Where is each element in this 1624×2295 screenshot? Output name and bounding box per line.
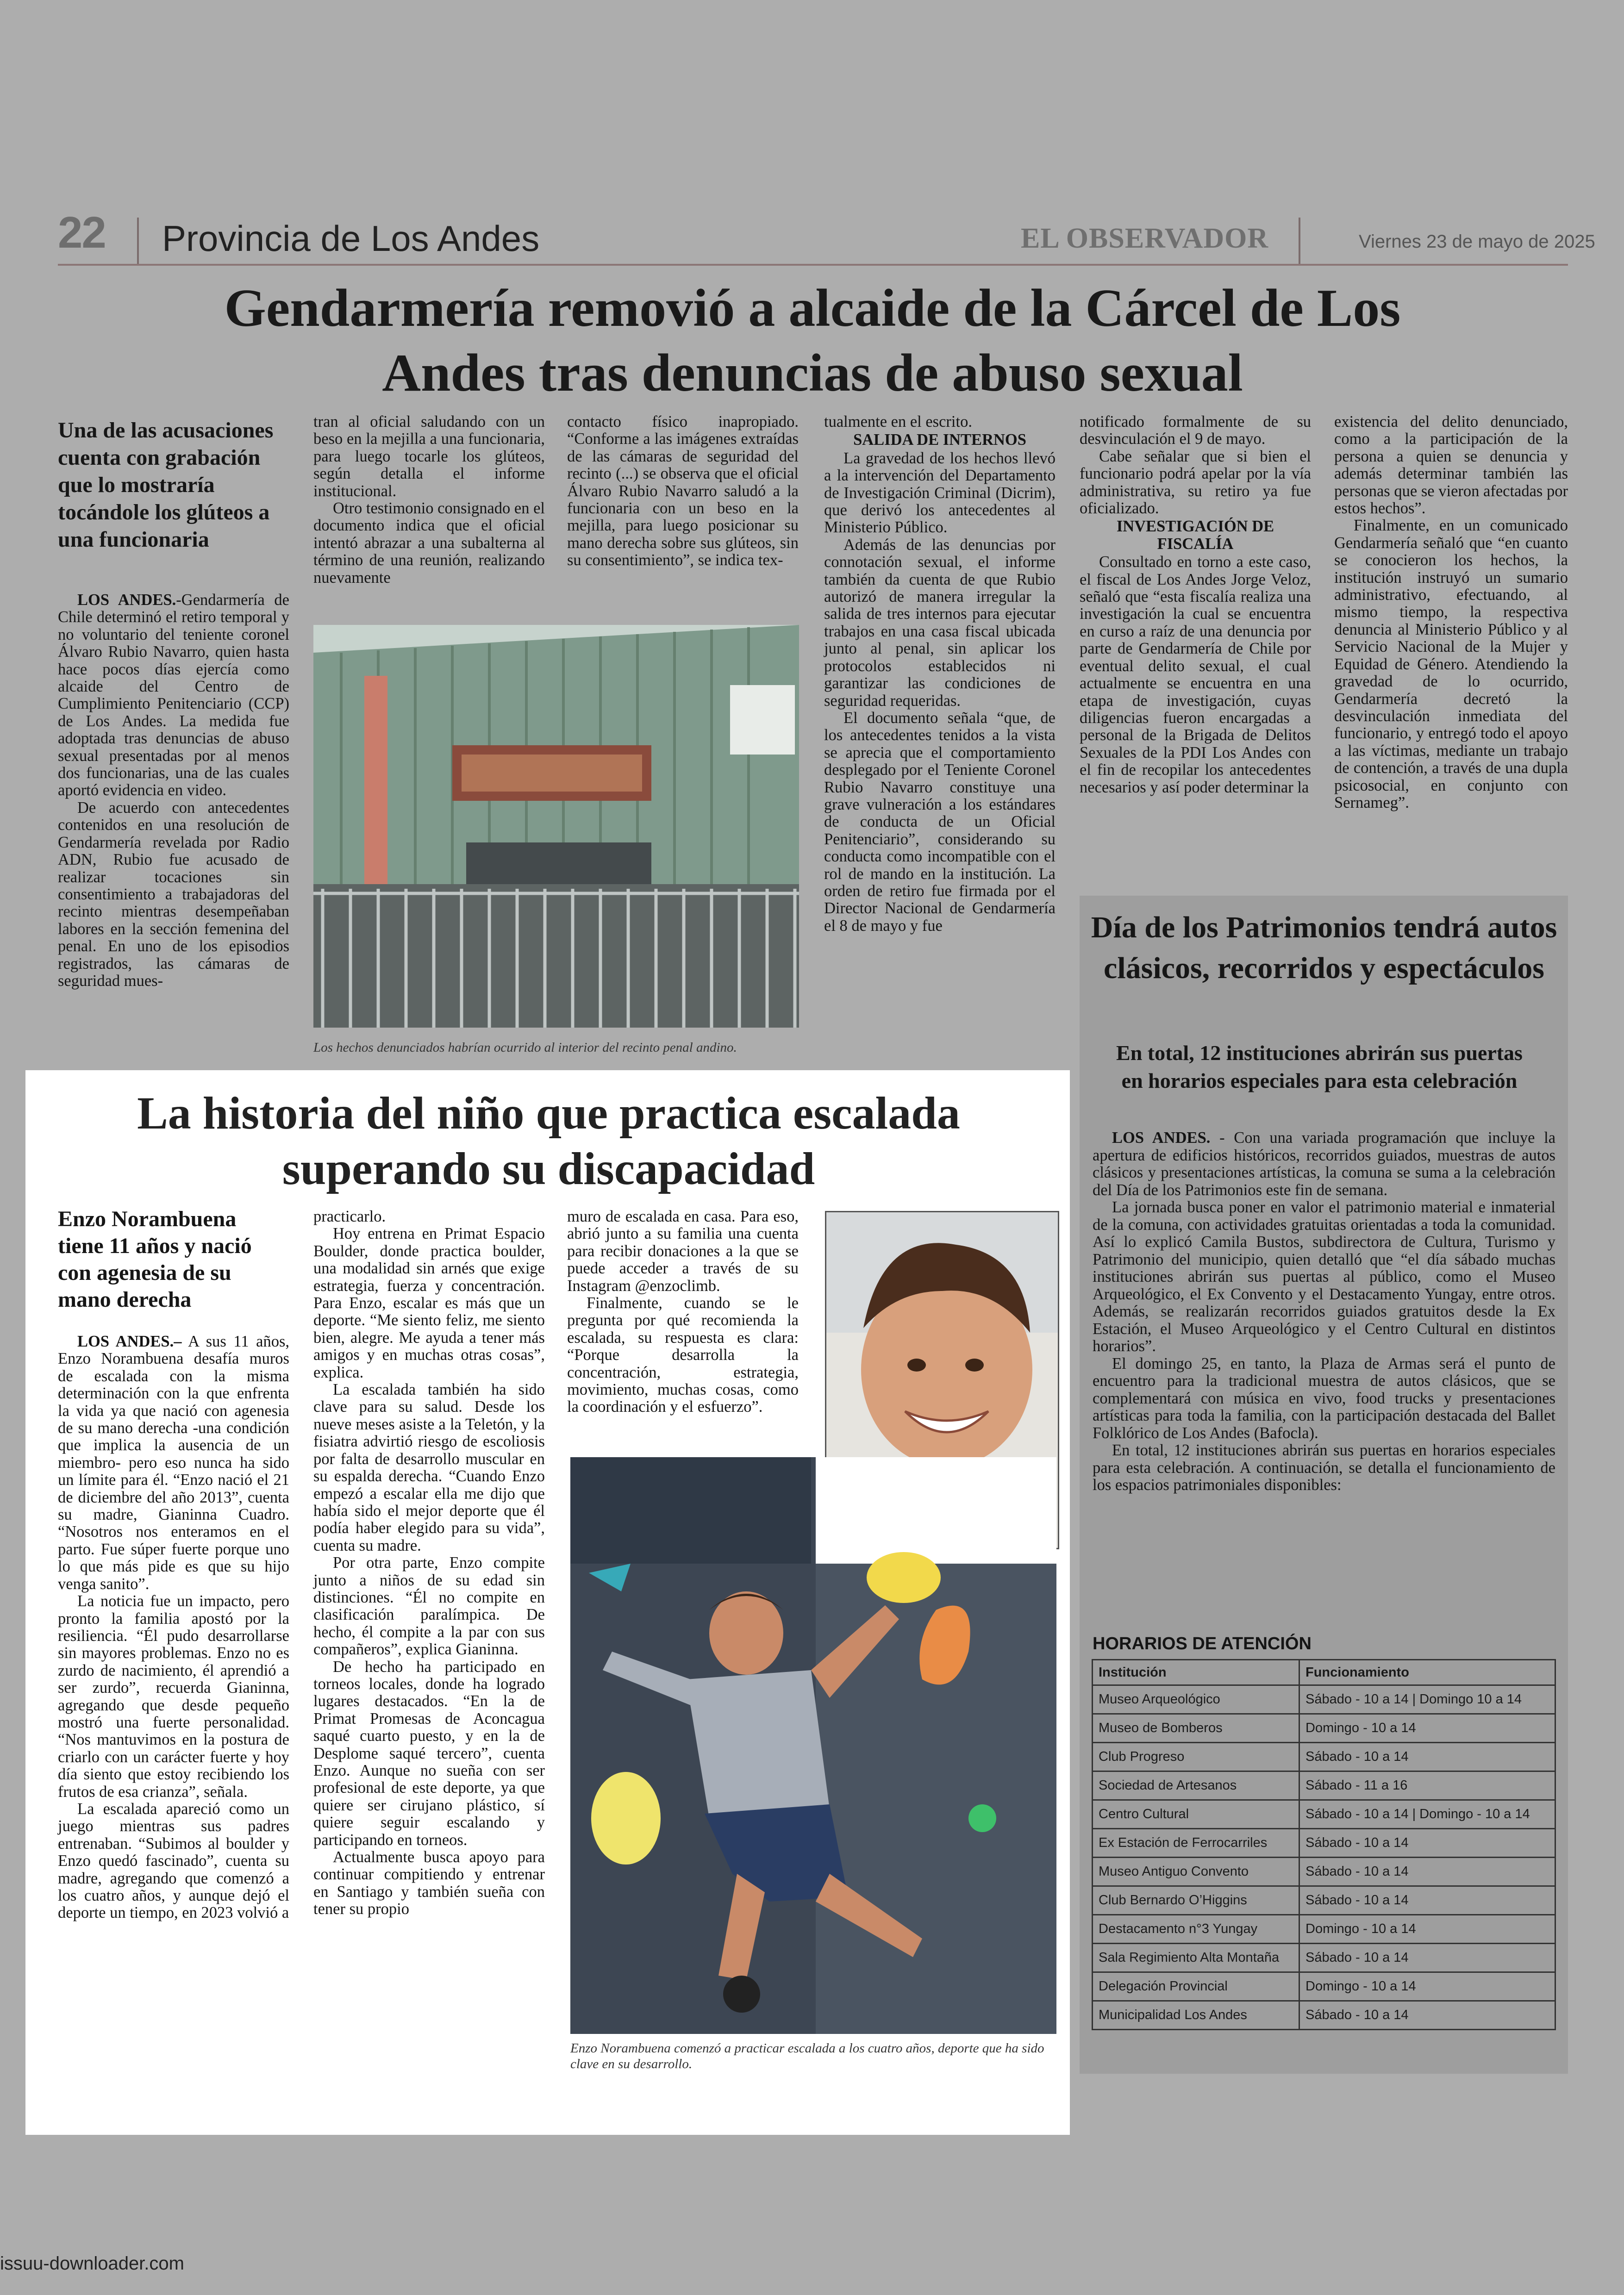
paragraph: - Con una variada programación que incluye la apertura de edificios históricos, recorridos guiados, muestras de autos clásicos y presentaciones artísticas, la comuna se suma a la celebración del Día de los Patrimonios este fin de semana. (1093, 1129, 1556, 1199)
header-divider (1299, 218, 1300, 264)
main-headline: Gendarmería removió a alcaide de la Cárcel de Los Andes tras denuncias de abuso sexual (224, 279, 1401, 403)
patrimonios-deck: En total, 12 instituciones abrirán sus puertas en horarios especiales para esta celebración (1116, 1041, 1523, 1092)
table-row (1093, 1771, 1555, 1800)
hours-cell: Domingo - 10 a 14 (1299, 1972, 1555, 2001)
main-deck: Una de las acusaciones cuenta con grabación que lo mostraría tocándole los glúteos a una funcionaria (58, 418, 274, 552)
hours-cell: Sábado - 10 a 14 | Domingo 10 a 14 (1299, 1685, 1555, 1714)
paragraph: -Gendarmería de Chile determinó el retiro temporal y no voluntario del teniente coronel Álvaro Rubio Navarro, quien hasta hace pocos días ejercía como alcaide del Centro de Cumplimiento Penitenciario (CCP) de Los Andes. La medida fue adoptada tras denuncias de abuso sexual presentadas por al menos dos funcionarias, una de las cuales aportó evidencia en video. (58, 591, 289, 799)
newspaper-name: EL OBSERVADOR (1021, 223, 1269, 254)
paragraph: De hecho ha participado en torneos locales, donde ha logrado lugares destacados. “En la de Primat Promesas de Aconcagua saqué cuarto puesto, y en la de Desplome saqué tercero”, cuenta Enzo. Aunque no sueña con ser profesional de este deporte, ya que quiere ser cirujano plástico, sí quiere seguir escalando y participando en torneos. (313, 1658, 545, 1849)
hours-cell: Sábado - 10 a 14 (1299, 1829, 1555, 1858)
hours-cell: Domingo - 10 a 14 (1299, 1915, 1555, 1944)
table-row (1093, 1685, 1555, 1714)
paragraph: En total, 12 instituciones abrirán sus puertas en horarios especiales para esta celebración. A continuación, se detalla el funcionamiento de los espacios patrimoniales disponibles: (1093, 1441, 1555, 1494)
institution-cell: Museo Arqueológico (1093, 1685, 1299, 1714)
hours-table (1092, 1659, 1556, 2030)
paragraph: La escalada también ha sido clave para su salud. Desde los nueve meses asiste a la Teletón, y la fisiatra advirtió riesgo de escoliosis por falta de desarrollo muscular en su espalda derecha. “Cuando Enzo empezó a escalar ella me dijo que había sido el mejor deporte que él podía haber elegido para su vida”, cuenta su madre. (313, 1381, 545, 1554)
institution-cell: Centro Cultural (1093, 1800, 1299, 1829)
institution-cell: Sociedad de Artesanos (1093, 1771, 1299, 1800)
paragraph: Finalmente, cuando se le pregunta por qué recomienda la escalada, su respuesta es clara: “Porque desarrolla la concentración, estrategia, movimiento, muchas cosas, como la coordinación y el esfuerzo”. (567, 1294, 799, 1416)
main-column-4 (824, 413, 1056, 935)
subheading: INVESTIGACIÓN DE FISCALÍA (1116, 518, 1274, 553)
main-column-3 (567, 413, 799, 569)
paragraph: practicarlo. (313, 1208, 386, 1225)
paragraph: De acuerdo con antecedentes contenidos en una resolución de Gendarmería revelada por Radio ADN, Rubio fue acusado de realizar tocaciones sin consentimiento a trabajadoras del recinto mientras desempeñaban labores en la sección femenina del penal. En uno de los episodios registrados, las cámaras de seguridad mues- (58, 798, 289, 990)
patrimonios-headline: Día de los Patrimonios tendrá autos clásicos, recorridos y espectáculos (1091, 911, 1557, 985)
header-divider (137, 218, 139, 264)
dateline: LOS ANDES. (77, 591, 176, 609)
institution-cell: Delegación Provincial (1093, 1972, 1299, 2001)
column-header: Funcionamiento (1299, 1660, 1555, 1685)
table-row (1093, 1743, 1555, 1771)
paragraph: Finalmente, en un comunicado Gendarmería señaló que “en cuanto se conocieron los hechos, la institución instruyó un sumario administrativo, efectuando, al mismo tiempo, la respectiva denuncia al Ministerio Público y al Servicio Nacional de la Mujer y Equidad de Género. Atendiendo la gravedad de lo ocurrido, Gendarmería decretó la desvinculación inmediata del funcionario, y entregó todo el apoyo a las víctimas, mediante un trabajo de contención, a través de una dupla psicosocial, en conjunto con Sernameg”. (1334, 517, 1568, 811)
hours-table-title: HORARIOS DE ATENCIÓN (1093, 1634, 1312, 1653)
institution-cell: Club Progreso (1093, 1743, 1299, 1771)
main-column-6 (1334, 413, 1568, 811)
paragraph: Por otra parte, Enzo compite junto a niños de su edad sin distinciones. “Él no compite en clasificación paralímpica. De hecho, él compite a la par con sus compañeros”, explica Gianinna. (313, 1554, 545, 1659)
paragraph: La gravedad de los hechos llevó a la intervención del Departamento de Investigación Criminal (Dicrim), que derivó los antecedentes al Ministerio Público. (824, 449, 1056, 536)
paragraph: Actualmente busca apoyo para continuar compitiendo y entrenar en Santiago y también sueña con tener su propio (313, 1848, 545, 1918)
table-row (1093, 1915, 1555, 1944)
table-row (1093, 1858, 1555, 1886)
climbing-headline: La historia del niño que practica escalada superando su discapacidad (137, 1087, 960, 1194)
institution-cell: Museo Antiguo Convento (1093, 1858, 1299, 1886)
paragraph: Además de las denuncias por connotación sexual, el informe también da cuenta de que Rubio autorizó de manera irregular la salida de tres internos para ejecutar trabajos en una casa fiscal ubicada junto al penal, sin aplicar los protocolos establecidos ni garantizar las condiciones de seguridad requeridas. (824, 536, 1056, 710)
subheading: SALIDA DE INTERNOS (853, 431, 1026, 449)
publication-date: Viernes 23 de mayo de 2025 (1359, 231, 1595, 252)
photo-caption: Los hechos denunciados habrían ocurrido al interior del recinto penal andino. (313, 1040, 737, 1055)
hours-cell: Domingo - 10 a 14 (1299, 1714, 1555, 1743)
hours-cell: Sábado - 10 a 14 | Domingo - 10 a 14 (1299, 1800, 1555, 1829)
paragraph: Cabe señalar que si bien el funcionario podrá apelar por la vía administrativa, su retiro ya fue oficializado. (1080, 447, 1311, 518)
dateline: LOS ANDES.– (77, 1333, 182, 1350)
main-column-2 (313, 413, 545, 586)
institution-cell: Ex Estación de Ferrocarriles (1093, 1829, 1299, 1858)
table-row (1093, 1829, 1555, 1858)
hours-cell: Sábado - 10 a 14 (1299, 2001, 1555, 2030)
table-row (1093, 1886, 1555, 1915)
paragraph: El documento señala “que, de los antecedentes tenidos a la vista se aprecia que el comportamiento desplegado por el Teniente Coronel Rubio Navarro constituye una grave vulneración a los estándares de conducta de un Oficial Penitenciario”, considerando su conducta como incompatible con el rol de mando en la institución. La orden de retiro fue firmada por el Director Nacional de Gendarmería el 8 de mayo y fue (824, 709, 1056, 935)
institution-cell: Museo de Bomberos (1093, 1714, 1299, 1743)
table-row (1093, 1972, 1555, 2001)
paragraph: existencia del delito denunciado, como a la participación de la persona a quien se denuncia y además determinar también las personas que se vieron afectadas por estos hechos”. (1334, 413, 1568, 518)
patrimonios-body (1093, 1129, 1555, 1494)
paragraph: tualmente en el escrito. (824, 413, 972, 430)
main-column-5 (1080, 413, 1311, 796)
paragraph: La escalada apareció como un juego mientras sus padres entrenaban. “Subimos al boulder y Enzo quedó fascinado”, cuenta su madre, agregando que comenzó a los cuatro años, y aunque dejó el deporte un tiempo, en 2023 volvió a (58, 1800, 289, 1922)
paragraph: tran al oficial saludando con un beso en la mejilla a una funcionaria, para luego tocarle los glúteos, según detalla el informe institucional. (313, 413, 545, 500)
paragraph: contacto físico inapropiado. “Conforme a las imágenes extraídas de las cámaras de seguridad del recinto (...) se observa que el oficial Álvaro Rubio Navarro saludó a la funcionaria con un beso en la mejilla, para luego posicionar su mano derecha sobre sus glúteos, sin su consentimiento”, se indica tex- (567, 413, 799, 569)
column-header: Institución (1093, 1660, 1299, 1685)
table-row (1093, 1944, 1555, 1972)
hours-cell: Sábado - 10 a 14 (1299, 1858, 1555, 1886)
header-rule (58, 264, 1568, 266)
paragraph: muro de escalada en casa. Para eso, abrió junto a su familia una cuenta para recibir donaciones a la que se puede acceder a través de su Instagram @enzoclimb. (567, 1208, 799, 1295)
prison-building-photo (313, 625, 799, 1028)
photo-caption: Enzo Norambuena comenzó a practicar escalada a los cuatro años, deporte que ha sido clave en su desarrollo. (570, 2041, 1044, 2071)
paragraph: Otro testimonio consignado en el documento indica que el oficial intentó abrazar a una subalterna al término de una reunión, realizando nuevamente (313, 499, 545, 586)
climbing-column-1 (58, 1333, 289, 1922)
institution-cell: Municipalidad Los Andes (1093, 2001, 1299, 2030)
climbing-column-3 (567, 1208, 799, 1416)
watermark-link[interactable]: issuu-downloader.com (0, 2253, 184, 2274)
main-column-1 (58, 592, 289, 990)
paragraph: A sus 11 años, Enzo Norambuena desafía muros de escalada con la misma determinación con la que enfrenta la vida ya que nació con agenesia de su mano derecha -una condición que implica la ausencia de un miembro- pero eso nunca ha sido un límite para él. “Enzo nació el 21 de diciembre del año 2013”, cuenta su madre, Gianinna Cuadro. “Nosotros nos enteramos en el parto. Fue súper fuerte porque uno lo que más pide es que su hijo venga sanito”. (58, 1333, 289, 1593)
climbing-column-2 (313, 1208, 545, 1918)
table-row (1093, 1800, 1555, 1829)
climbing-deck: Enzo Norambuena tiene 11 años y nació con agenesia de su mano derecha (58, 1207, 252, 1312)
paragraph: El domingo 25, en tanto, la Plaza de Armas será el punto de encuentro para la tradicional muestra de autos clásicos, que se complementará con música en vivo, food trucks y presentaciones artísticas para toda la familia, con la participación destacada del Ballet Folklórico de Los Andes (Bafocla). (1093, 1354, 1555, 1442)
dateline: LOS ANDES. (1112, 1129, 1211, 1147)
hours-cell: Sábado - 11 a 16 (1299, 1771, 1555, 1800)
page-number: 22 (58, 208, 106, 257)
paragraph: Hoy entrena en Primat Espacio Boulder, donde practica boulder, una modalidad sin arnés que exige estrategia, fuerza y concentración. Para Enzo, escalar es más que un deporte. “Me siento feliz, me siento bien, alegre. Me ayuda a tener más amigos y en muchas otras cosas”, explica. (313, 1225, 545, 1381)
table-header-row (1093, 1660, 1555, 1685)
institution-cell: Sala Regimiento Alta Montaña (1093, 1944, 1299, 1972)
paragraph: Consultado en torno a este caso, el fiscal de Los Andes Jorge Veloz, señaló que “esta fiscalía realiza una investigación la cual se encuentra en curso a raíz de una denuncia por parte de Gendarmería de Chile por eventual delito sexual, el cual actualmente se encuentra en una etapa de investigación, cuyas diligencias fueron encargadas a personal de la Brigada de Delitos Sexuales de la PDI Los Andes con el fin de recopilar los antecedentes necesarios y así poder determinar la (1080, 553, 1311, 796)
institution-cell: Club Bernardo O’Higgins (1093, 1886, 1299, 1915)
hours-cell: Sábado - 10 a 14 (1299, 1886, 1555, 1915)
section-name: Provincia de Los Andes (162, 218, 540, 259)
paragraph: La jornada busca poner en valor el patrimonio material e inmaterial de la comuna, con actividades gratuitas orientadas a toda la comunidad. Así lo explicó Camila Bustos, subdirectora de Cultura, Turismo y Patrimonio del municipio, quien detalló que “el día sábado muchas instituciones abrirán sus puertas al público, como el Museo Arqueológico, el Ex Convento y el Destacamento Yungay, entre otros. Además, se realizarán recorridos guiados gratuitos desde la Ex Estación, el Museo Arqueológico y el Centro Cultural en distintos horarios”. (1093, 1198, 1555, 1355)
table-row (1093, 1714, 1555, 1743)
paragraph: notificado formalmente de su desvinculación el 9 de mayo. (1080, 413, 1311, 448)
table-row (1093, 2001, 1555, 2030)
paragraph: La noticia fue un impacto, pero pronto la familia apostó por la resiliencia. “Él pudo desarrollarse sin mayores problemas. Enzo no es zurdo de nacimiento, él aprendió a ser zurdo”, recuerda Gianinna, agregando que desde pequeño mostró una fuerte personalidad. “Nos mantuvimos en la postura de criarlo con un carácter fuerte y hoy día siento que estoy recibiendo los frutos de esa crianza”, señala. (58, 1592, 289, 1801)
hours-cell: Sábado - 10 a 14 (1299, 1743, 1555, 1771)
institution-cell: Destacamento n°3 Yungay (1093, 1915, 1299, 1944)
child-climbing-photo (570, 1457, 1056, 2034)
hours-cell: Sábado - 10 a 14 (1299, 1944, 1555, 1972)
